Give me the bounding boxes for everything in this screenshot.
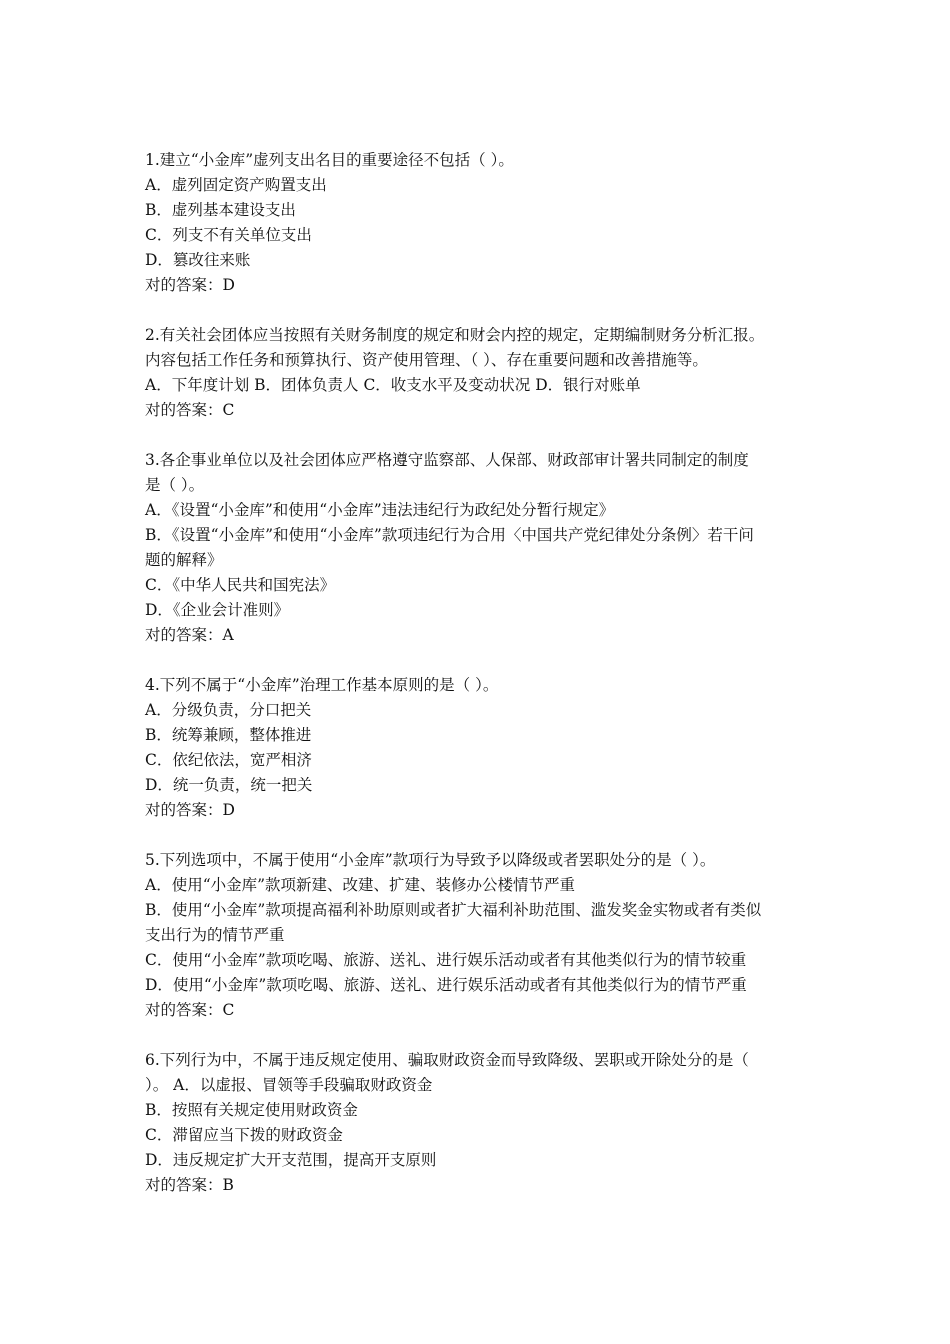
question-stem: 4.下列不属于“小金库”治理工作基本原则的是（ ）。	[145, 676, 499, 694]
question-stem: 1.建立“小金库”虚列支出名目的重要途径不包括（ ）。	[145, 151, 514, 169]
question-stem-continued: 内容包括工作任务和预算执行、资产使用管理、（ ）、存在重要问题和改善措施等。	[145, 351, 708, 369]
option-b: B．《设置“小金库”和使用“小金库”款项违纪行为合用〈中国共产党纪律处分条例〉若干问	[145, 526, 754, 544]
option-c: C．列支不有关单位支出	[145, 226, 312, 244]
question-stem-continued: ）。 A．以虚报、冒领等手段骗取财政资金	[145, 1076, 433, 1094]
question-stem: 2.有关社会团体应当按照有关财务制度的规定和财会内控的规定，定期编制财务分析汇报。	[145, 326, 765, 344]
option-a: A．《设置“小金库”和使用“小金库”违法违纪行为政纪处分暂行规定》	[145, 501, 615, 519]
option-b-continued: 支出行为的情节严重	[145, 926, 285, 944]
question-stem: 6.下列行为中，不属于违反规定使用、骗取财政资金而导致降级、罢职或开除处分的是（	[145, 1051, 749, 1069]
question-stem: 3.各企事业单位以及社会团体应严格遵守监察部、人保部、财政部审计署共同制定的制度	[145, 451, 749, 469]
option-a: A．虚列固定资产购置支出	[145, 176, 327, 194]
question-2	[145, 323, 815, 423]
answer-line: 对的答案：B	[145, 1176, 234, 1194]
answer-line: 对的答案：D	[145, 801, 235, 819]
question-5	[145, 848, 815, 1023]
question-stem: 5.下列选项中，不属于使用“小金库”款项行为导致予以降级或者罢职处分的是（ ）。	[145, 851, 716, 869]
option-d: D．《企业会计准则》	[145, 601, 290, 619]
question-stem-continued: 是（ ）。	[145, 476, 205, 494]
option-c: C．《中华人民共和国宪法》	[145, 576, 336, 594]
answer-line: 对的答案：C	[145, 401, 235, 419]
option-a: A．使用“小金库”款项新建、改建、扩建、装修办公楼情节严重	[145, 876, 576, 894]
option-a: A．分级负责，分口把关	[145, 701, 312, 719]
option-b: B．按照有关规定使用财政资金	[145, 1101, 358, 1119]
option-b: B．使用“小金库”款项提高福利补助原则或者扩大福利补助范围、滥发奖金实物或者有类似	[145, 901, 762, 919]
option-d: D．篡改往来账	[145, 251, 251, 269]
options-inline: A．下年度计划 B．团体负责人 C．收支水平及变动状况 D．银行对账单	[145, 376, 641, 394]
document-page	[145, 148, 815, 1223]
answer-line: 对的答案：A	[145, 626, 234, 644]
option-d: D．使用“小金库”款项吃喝、旅游、送礼、进行娱乐活动或者有其他类似行为的情节严重	[145, 976, 747, 994]
option-b-continued: 题的解释》	[145, 551, 223, 569]
option-c: C．使用“小金库”款项吃喝、旅游、送礼、进行娱乐活动或者有其他类似行为的情节较重	[145, 951, 747, 969]
answer-line: 对的答案：D	[145, 276, 235, 294]
answer-line: 对的答案：C	[145, 1001, 235, 1019]
question-4	[145, 673, 815, 823]
question-6	[145, 1048, 815, 1198]
option-b: B．统筹兼顾，整体推进	[145, 726, 312, 744]
option-c: C．滞留应当下拨的财政资金	[145, 1126, 343, 1144]
option-d: D．统一负责，统一把关	[145, 776, 313, 794]
question-3	[145, 448, 815, 648]
option-b: B．虚列基本建设支出	[145, 201, 296, 219]
option-d: D．违反规定扩大开支范围，提高开支原则	[145, 1151, 437, 1169]
option-c: C．依纪依法，宽严相济	[145, 751, 312, 769]
question-1	[145, 148, 815, 298]
